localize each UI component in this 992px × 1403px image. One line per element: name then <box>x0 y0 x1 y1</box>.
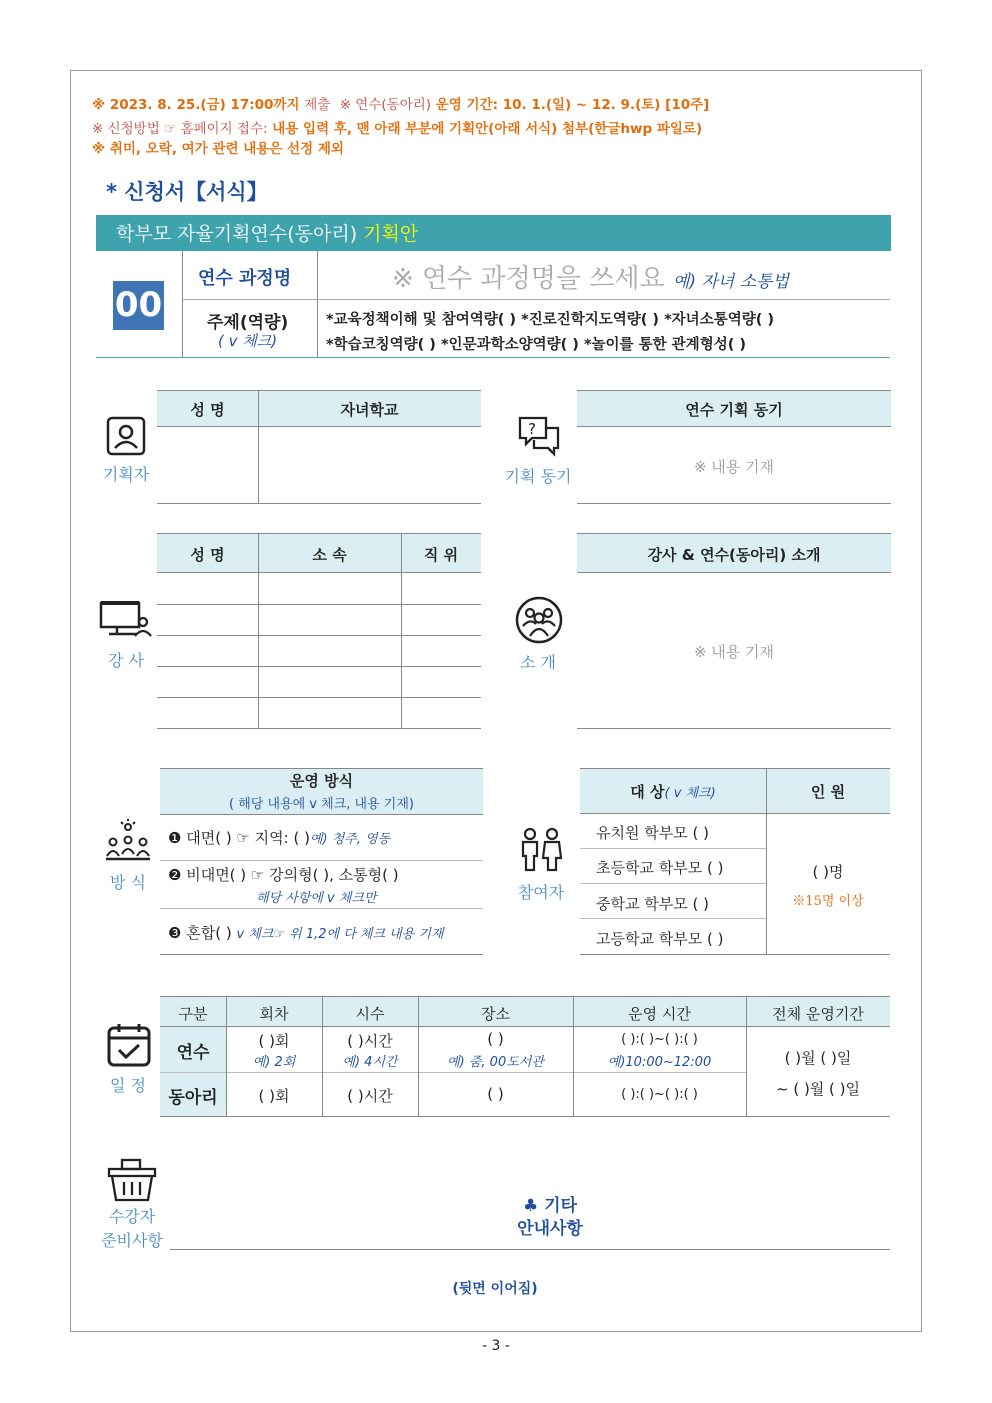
training-session-example: 예) 2회 <box>252 1055 296 1070</box>
schedule-col-type: 구분 <box>178 1005 208 1023</box>
method-icon-label: 방 식 <box>110 873 146 892</box>
schedule-col-time: 운영 시간 <box>628 1005 691 1023</box>
target-row-middle[interactable]: 중학교 학부모 ( ) <box>596 895 709 913</box>
planner-name-cell[interactable] <box>158 427 257 502</box>
target-row-elementary[interactable]: 초등학교 학부모 ( ) <box>596 859 724 877</box>
target-count-field[interactable]: ( )명 <box>812 863 844 881</box>
question-chat-icon <box>516 414 562 458</box>
topic-sub-label: ( v 체크) <box>218 332 278 350</box>
schedule-col-period: 전체 운영기간 <box>772 1005 864 1023</box>
method-option-hybrid[interactable]: ❸ 혼합( ) v 체크☞ 위 1,2에 다 체크 내용 기재 <box>168 924 444 942</box>
prep-icon-label-1: 수강자 <box>108 1207 156 1226</box>
training-session-field[interactable]: ( )회 <box>258 1032 290 1050</box>
method-subheader: ( 해당 내용에 v 체크, 내용 기재) <box>229 797 414 812</box>
club-session-field[interactable]: ( )회 <box>258 1087 290 1105</box>
method-header: 운영 방식 <box>289 772 354 790</box>
period-end-field[interactable]: ~ ( )월 ( )일 <box>775 1080 861 1098</box>
club-hours-field[interactable]: ( )시간 <box>347 1087 393 1105</box>
notice-line-3: ※ 취미, 오락, 여가 관련 내용은 선정 제외 <box>92 141 344 157</box>
target-row-high[interactable]: 고등학교 학부모 ( ) <box>596 930 724 948</box>
topic-options-line-1[interactable]: *교육정책이해 및 참여역량( ) *진로진학지도역량( ) *자녀소통역량( ) <box>326 312 775 328</box>
continued-note: (뒷면 이어짐) <box>452 1281 538 1297</box>
schedule-col-session: 회차 <box>259 1005 289 1023</box>
intro-content-field[interactable]: ※ 내용 기재 <box>693 643 775 661</box>
participants-icon <box>519 826 563 872</box>
motive-header: 연수 기획 동기 <box>685 401 783 419</box>
calendar-check-icon <box>106 1022 152 1068</box>
instructor-col-position: 직 위 <box>423 546 459 564</box>
club-place-field[interactable]: ( ) <box>487 1085 504 1103</box>
method-option-online[interactable]: ❷ 비대면( ) ☞ 강의형( ), 소통형( ) <box>168 866 399 884</box>
planner-icon-label: 기획자 <box>102 465 150 484</box>
schedule-col-hours: 시수 <box>355 1005 385 1023</box>
lecturer-icon <box>99 600 153 640</box>
meeting-icon <box>104 818 152 864</box>
target-row-kindergarten[interactable]: 유치원 학부모 ( ) <box>596 824 709 842</box>
training-time-example: 예)10:00~12:00 <box>607 1055 712 1070</box>
method-option-online-note: 해당 사항에 v 체크만 <box>256 891 377 906</box>
svg-text:?: ? <box>528 420 536 438</box>
schedule-icon-label: 일 정 <box>110 1076 146 1095</box>
topic-options-line-2[interactable]: *학습코칭역량( ) *인문과학소양역량( ) *놀이를 통한 관계형성( ) <box>326 337 747 353</box>
topic-label: 주제(역량) <box>207 313 289 333</box>
group-icon <box>515 596 563 644</box>
target-col-target: 대 상( v 체크) <box>630 783 716 801</box>
instructor-icon-label: 강 사 <box>108 651 144 670</box>
target-count-note: ※15명 이상 <box>792 894 864 909</box>
planner-school-cell[interactable] <box>259 427 480 502</box>
basket-icon <box>107 1158 157 1202</box>
prep-heading-1: ♣ 기타 <box>522 1196 577 1216</box>
training-time-field[interactable]: ( ):( )~( ):( ) <box>621 1032 698 1047</box>
training-hours-field[interactable]: ( )시간 <box>347 1032 393 1050</box>
instructor-col-org: 소 속 <box>312 546 347 564</box>
planner-col-name: 성 명 <box>190 401 225 419</box>
schedule-row-training: 연수 <box>176 1043 210 1063</box>
training-place-field[interactable]: ( ) <box>487 1030 504 1048</box>
club-time-field[interactable]: ( ):( )~( ):( ) <box>621 1087 698 1102</box>
method-option-face-to-face[interactable]: ❶ 대면( ) ☞ 지역: ( )예) 청주, 영동 <box>168 829 391 847</box>
training-place-example: 예) 줌, 00도서관 <box>447 1055 544 1070</box>
intro-icon-label: 소 개 <box>520 653 556 672</box>
planner-col-school: 자녀학교 <box>340 401 399 419</box>
intro-header: 강사 & 연수(동아리) 소개 <box>647 546 821 564</box>
period-start-field[interactable]: ( )월 ( )일 <box>784 1049 852 1067</box>
notice-line-1: ※ 2023. 8. 25.(금) 17:00까지 제출 ※ 연수(동아리) 운영 기간: 10. 1.(일) ~ 12. 9.(토) [10주] <box>92 97 710 113</box>
schedule-col-place: 장소 <box>481 1005 510 1023</box>
instructor-col-name: 성 명 <box>190 546 225 564</box>
section-badge: 00 <box>113 281 164 330</box>
motive-content-field[interactable]: ※ 내용 기재 <box>693 458 775 476</box>
course-name-label: 연수 과정명 <box>198 268 292 289</box>
page-number: - 3 - <box>482 1338 510 1354</box>
target-icon-label: 참여자 <box>517 883 565 902</box>
person-icon <box>106 416 146 456</box>
training-hours-example: 예) 4시간 <box>342 1055 398 1070</box>
notice-line-2: ※ 신청방법 ☞ 홈페이지 접수: 내용 입력 후, 맨 아래 부분에 기획안(아래 서식) 첨부(한글hwp 파일로) <box>92 121 703 137</box>
form-heading: * 신청서【서식】 <box>106 180 268 204</box>
target-col-count: 인 원 <box>810 783 846 801</box>
schedule-row-club: 동아리 <box>168 1088 218 1108</box>
title-bar: 학부모 자율기획연수(동아리) 기획안 <box>96 215 891 251</box>
prep-heading-2: 안내사항 <box>517 1219 583 1239</box>
motive-icon-label: 기획 동기 <box>504 467 572 486</box>
course-name-input[interactable]: ※ 연수 과정명을 쓰세요 예) 자녀 소통법 <box>392 264 789 294</box>
prep-icon-label-2: 준비사항 <box>101 1231 163 1250</box>
